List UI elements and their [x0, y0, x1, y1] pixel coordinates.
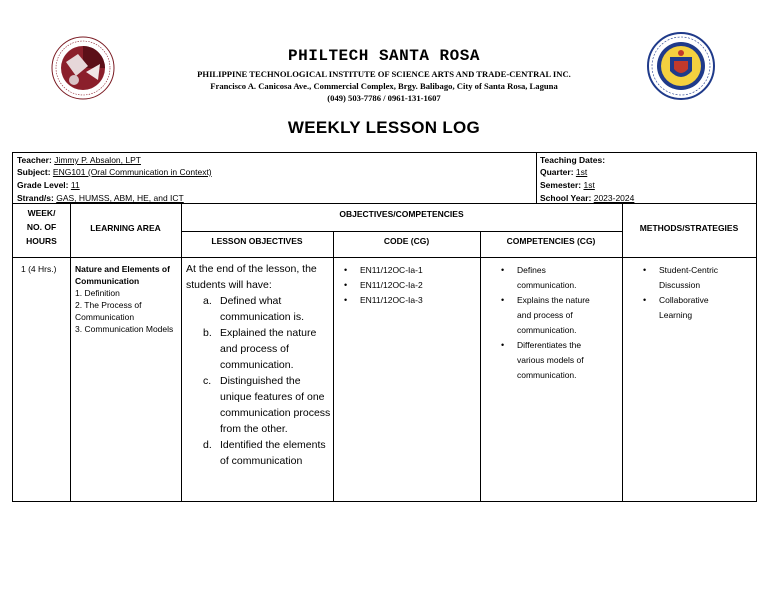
week-header-line: HOURS — [26, 236, 57, 246]
code-item: • EN11/12OC-Ia-3 — [338, 293, 478, 308]
objective-item — [186, 293, 332, 325]
week-header-line: WEEK/ — [27, 208, 56, 218]
quarter-line — [540, 166, 587, 178]
code-cell — [338, 263, 478, 308]
school-address: Francisco A. Canicosa Ave., Commercial Complex, Brgy. Balibago, City of Santa Rosa, Laguna — [210, 81, 558, 91]
objectives-intro: At the end of the lesson, the students will have: — [186, 263, 317, 291]
col-divider — [70, 204, 71, 502]
lesson-objectives-header: LESSON OBJECTIVES — [211, 236, 303, 246]
col-divider — [181, 204, 182, 502]
grade-label: Grade Level: — [17, 180, 69, 190]
school-year-value: 2023-2024 — [593, 193, 635, 203]
semester-label: Semester: — [540, 180, 582, 190]
subject-label: Subject: — [17, 167, 51, 177]
semester-value: 1st — [583, 180, 595, 190]
learning-area-item: 1. Definition — [75, 288, 120, 298]
learning-area-header: LEARNING AREA — [90, 223, 161, 233]
competency-item: • Explains the nature and process of communication. — [495, 293, 605, 338]
objective-text: Defined what communication is. — [220, 295, 305, 323]
objective-item — [186, 437, 332, 469]
week-header-line: NO. OF — [26, 222, 57, 232]
objective-item — [186, 325, 332, 373]
school-year-label: School Year: — [540, 193, 592, 203]
objective-item — [186, 373, 332, 437]
objective-text: Distinguished the unique features of one communication process from the other. — [220, 375, 331, 435]
teacher-label: Teacher: — [17, 155, 52, 165]
info-box — [12, 152, 757, 204]
grade-value: 11 — [70, 180, 80, 190]
objectives-header: OBJECTIVES/COMPETENCIES — [339, 209, 464, 219]
code-item: • EN11/12OC-Ia-1 — [338, 263, 478, 278]
learning-area-item: 2. The Process of Communication — [75, 300, 142, 322]
col-divider — [622, 204, 623, 502]
objective-marker: c. — [203, 375, 212, 387]
objective-marker: b. — [203, 327, 212, 339]
objective-marker: a. — [203, 295, 212, 307]
strand-value: GAS, HUMSS, ABM, HE, and ICT — [56, 193, 184, 203]
teaching-dates-line — [540, 154, 605, 166]
code-item: • EN11/12OC-Ia-2 — [338, 278, 478, 293]
school-name: PHILTECH SANTA ROSA — [288, 47, 480, 65]
strand-label: Strand/s: — [17, 193, 54, 203]
competency-item: • Differentiates the various models of communication. — [495, 338, 605, 383]
subject-line — [17, 166, 212, 178]
subject-value: ENG101 (Oral Communication in Context) — [52, 167, 212, 177]
competencies-cell — [495, 263, 605, 383]
teacher-value: Jimmy P. Absalon, LPT — [54, 155, 141, 165]
method-item: • Collaborative Learning — [637, 293, 737, 323]
lesson-objectives-cell — [186, 261, 332, 469]
competencies-header: COMPETENCIES (CG) — [506, 236, 596, 246]
methods-cell — [637, 263, 737, 323]
objective-text: Explained the nature and process of communication. — [220, 327, 317, 371]
row-divider — [181, 231, 622, 232]
quarter-value: 1st — [575, 167, 588, 177]
learning-area-cell — [75, 263, 179, 335]
grade-line — [17, 179, 80, 191]
col-divider — [333, 231, 334, 502]
lesson-log-table — [12, 203, 757, 502]
quarter-label: Quarter: — [540, 167, 574, 177]
objective-marker: d. — [203, 439, 212, 451]
col-divider — [480, 231, 481, 502]
code-header: CODE (CG) — [383, 236, 430, 246]
competency-item: • Defines communication. — [495, 263, 605, 293]
learning-area-item: 3. Communication Models — [75, 324, 174, 334]
week-header — [13, 206, 70, 248]
document-title: WEEKLY LESSON LOG — [287, 118, 481, 137]
row-divider — [13, 257, 756, 258]
institute-name: PHILIPPINE TECHNOLOGICAL INSTITUTE OF SCIENCE ARTS AND TRADE-CENTRAL INC. — [197, 69, 571, 79]
method-item: • Student-Centric Discussion — [637, 263, 737, 293]
learning-area-title: Nature and Elements of Communication — [75, 264, 170, 286]
week-cell: 1 (4 Hrs.) — [21, 264, 57, 274]
objective-text: Identified the elements of communication — [220, 439, 326, 467]
info-divider — [536, 153, 537, 203]
school-contact: (049) 503-7786 / 0961-131-1607 — [327, 93, 441, 103]
methods-header: METHODS/STRATEGIES — [639, 223, 739, 233]
semester-line — [540, 179, 595, 191]
teaching-dates-label: Teaching Dates: — [540, 155, 606, 165]
teacher-line — [17, 154, 141, 166]
